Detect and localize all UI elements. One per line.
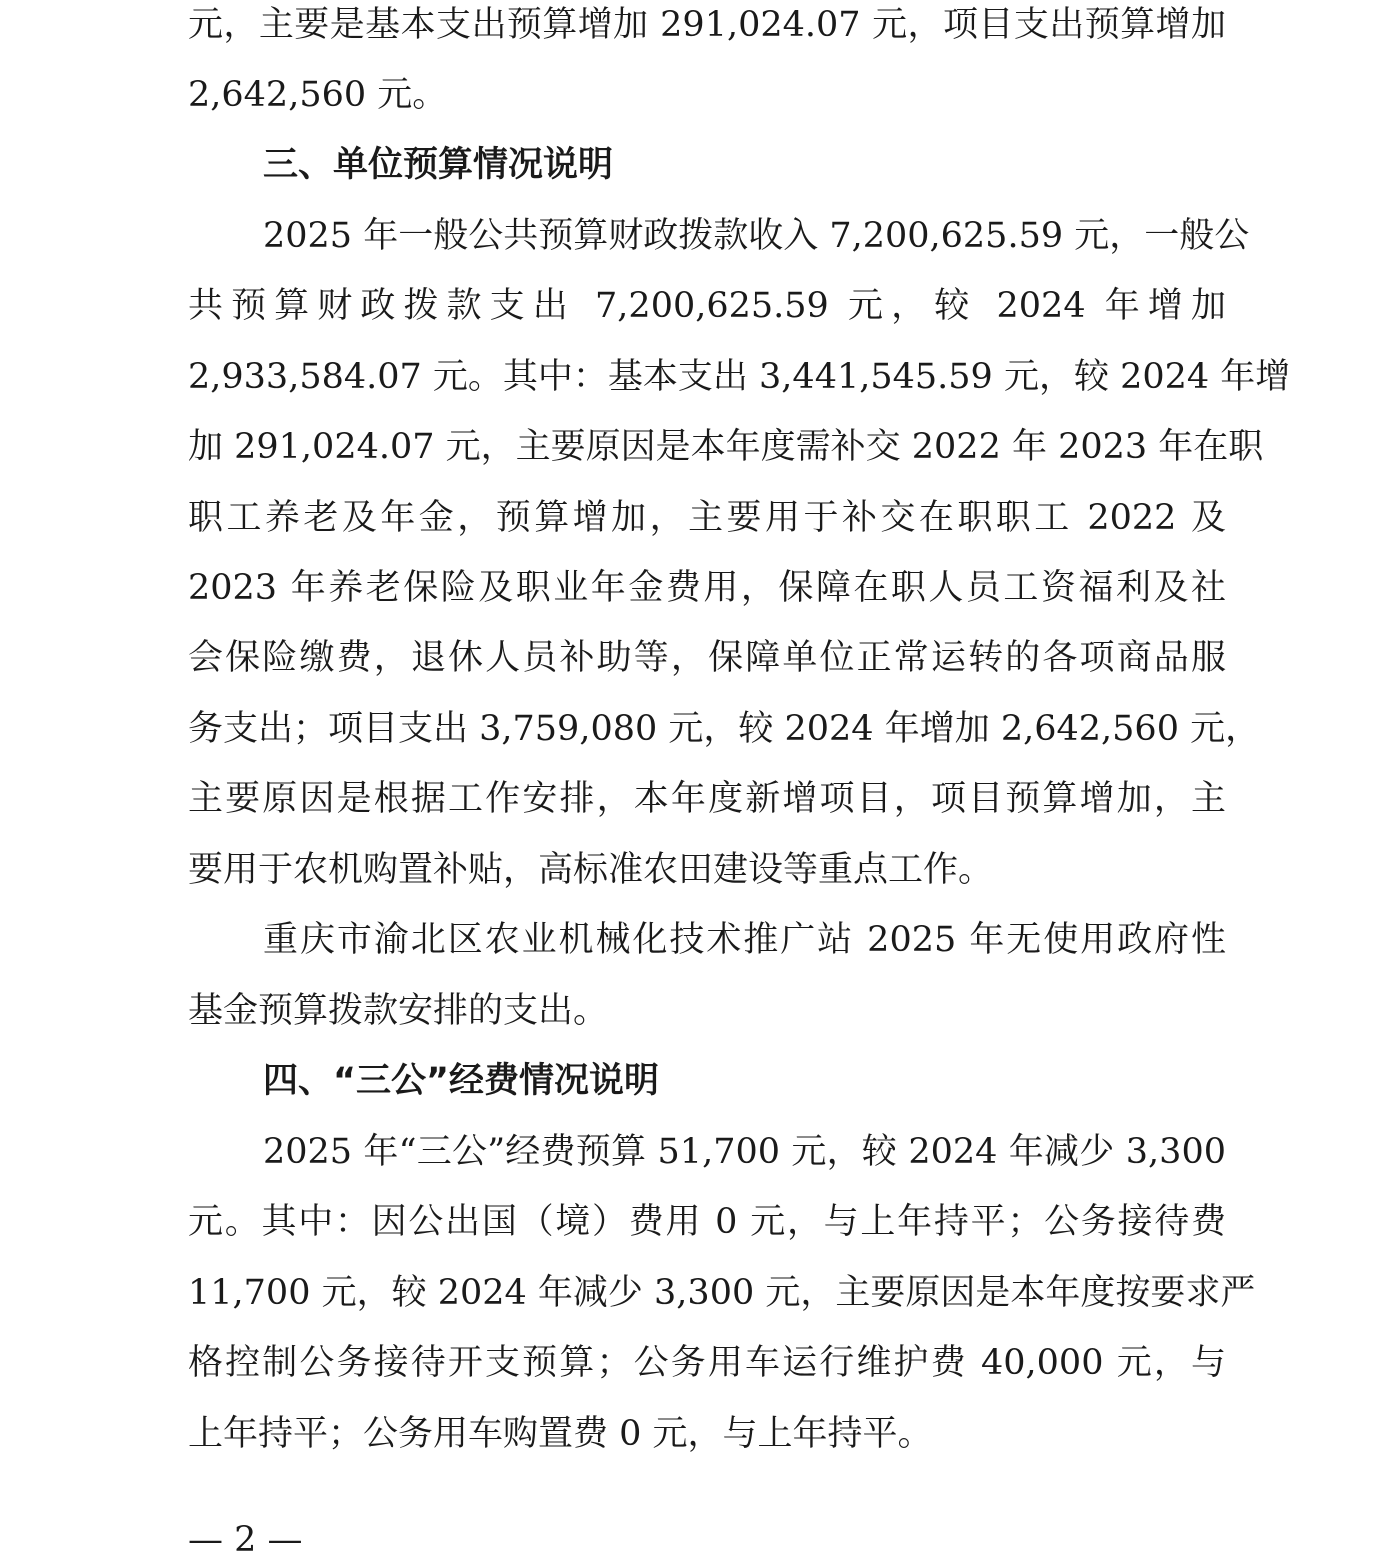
body-text-line: 要用于农机购置补贴，高标准农田建设等重点工作。 [188,850,994,890]
body-text-line: 上年持平；公务用车购置费 0 元，与上年持平。 [188,1414,933,1454]
body-text-line: 职工养老及年金，预算增加，主要用于补交在职职工 2022 及 [188,498,1226,538]
body-text-line: 元。其中：因公出国（境）费用 0 元，与上年持平；公务接待费 [188,1202,1226,1242]
body-text-line: 会保险缴费，退休人员补助等，保障单位正常运转的各项商品服 [188,638,1226,678]
body-text-line: 2023 年养老保险及职业年金费用，保障在职人员工资福利及社 [188,568,1226,608]
section-heading-4: 四、“三公”经费情况说明 [263,1061,660,1101]
body-text-line: 加 291,024.07 元，主要原因是本年度需补交 2022 年 2023 年在职 [188,427,1264,467]
body-text-line: 格控制公务接待开支预算；公务用车运行维护费 40,000 元，与 [188,1343,1226,1383]
body-text-line: 2,933,584.07 元。其中：基本支出 3,441,545.59 元，较 2024 年增 [188,357,1291,397]
body-text-line: 2025 年一般公共预算财政拨款收入 7,200,625.59 元，一般公 [263,216,1250,256]
section-heading-3: 三、单位预算情况说明 [263,145,614,185]
page-number: — 2 — [188,1520,303,1560]
body-text-line: 重庆市渝北区农业机械化技术推广站 2025 年无使用政府性 [263,920,1226,960]
body-text-line: 2025 年“三公”经费预算 51,700 元，较 2024 年减少 3,300 [263,1132,1226,1172]
body-text-line: 共预算财政拨款支出 7,200,625.59 元，较 2024 年增加 [188,286,1226,326]
body-text-line: 11,700 元，较 2024 年减少 3,300 元，主要原因是本年度按要求严 [188,1273,1256,1313]
body-text-line: 元，主要是基本支出预算增加 291,024.07 元，项目支出预算增加 [188,5,1226,45]
body-text-line: 2,642,560 元。 [188,75,448,115]
body-text-line: 主要原因是根据工作安排，本年度新增项目，项目预算增加，主 [188,779,1226,819]
body-text-line: 务支出；项目支出 3,759,080 元，较 2024 年增加 2,642,560 元， [188,709,1261,749]
body-text-line: 基金预算拨款安排的支出。 [188,991,609,1031]
